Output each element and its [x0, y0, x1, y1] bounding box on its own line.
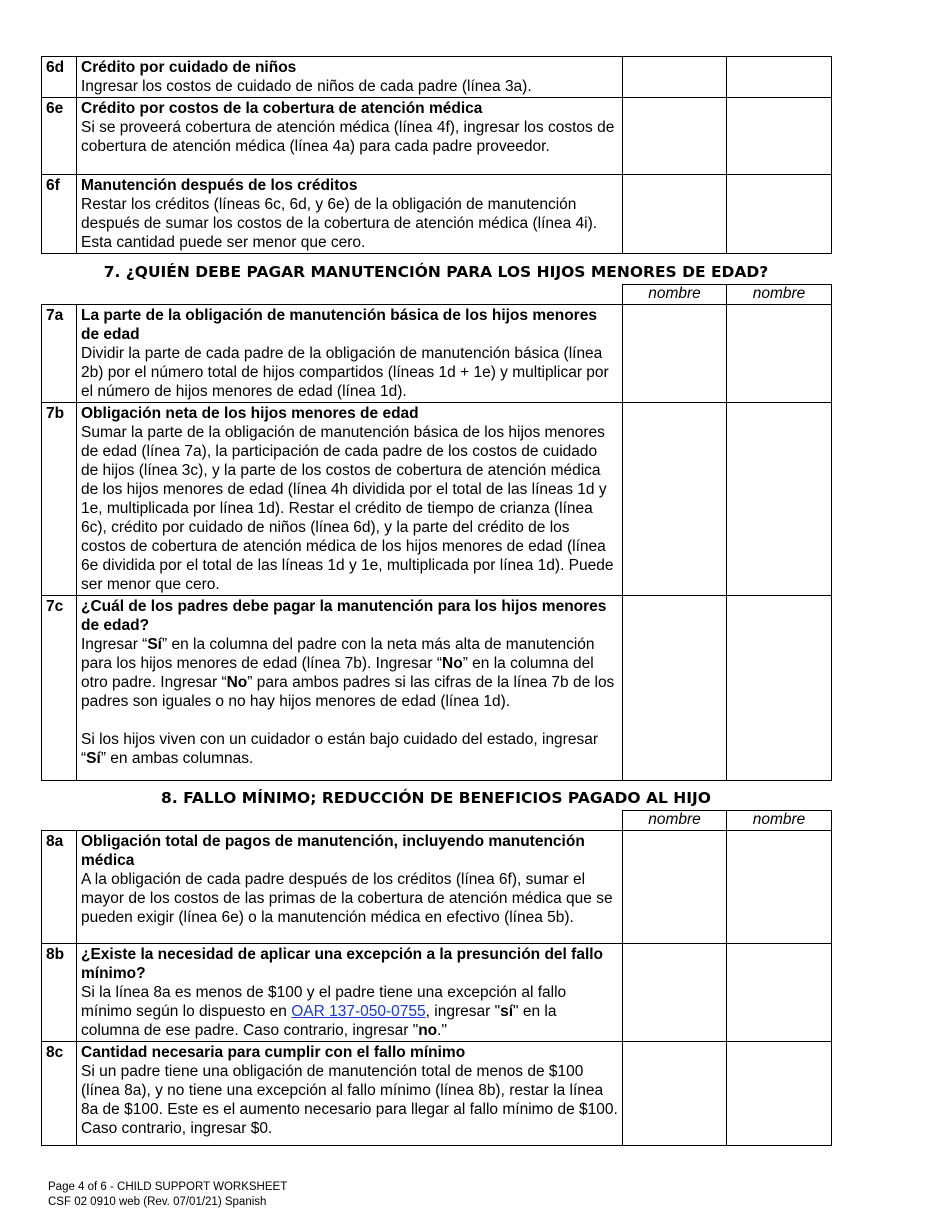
- parent2-name-header: nombre: [727, 285, 832, 305]
- line-number: 8b: [42, 944, 77, 1042]
- line-instructions: Ingresar los costos de cuidado de niños de cada padre (línea 3a).: [81, 78, 532, 95]
- parent2-entry-cell[interactable]: [727, 944, 832, 1042]
- line-description: [77, 1042, 623, 1146]
- section-8-table: [41, 810, 832, 1146]
- parent1-entry-cell[interactable]: [623, 596, 727, 781]
- line-number: 7b: [42, 403, 77, 596]
- line-description: [77, 831, 623, 944]
- section-7-table: [41, 284, 832, 781]
- parent1-entry-cell[interactable]: [623, 57, 727, 98]
- row-8c: [42, 1042, 832, 1146]
- line-number: 6e: [42, 98, 77, 175]
- line-description: [77, 175, 623, 254]
- section-6-table: [41, 56, 832, 254]
- line-title: Crédito por cuidado de niños: [81, 59, 297, 76]
- line-description: [77, 596, 623, 781]
- row-7c: [42, 596, 832, 781]
- line-instructions: Ingresar “Sí” en la columna del padre con la neta más alta de manutención para los hijos menores de edad (línea 7b). Ingresar “No” en la columna del otro padre. Ingresar “No” para ambos padres si las cifras de la línea 7b de los padres son iguales o no hay hijos menores de edad (línea 1d).: [81, 636, 615, 710]
- line-description: [77, 305, 623, 403]
- column-header-row: [42, 285, 832, 305]
- line-description: [77, 98, 623, 175]
- footer-page-info: Page 4 of 6 - CHILD SUPPORT WORKSHEET: [48, 1181, 288, 1193]
- line-number: 6f: [42, 175, 77, 254]
- line-description: [77, 403, 623, 596]
- row-8b: [42, 944, 832, 1042]
- parent1-entry-cell[interactable]: [623, 175, 727, 254]
- line-title: Crédito por costos de la cobertura de atención médica: [81, 100, 483, 117]
- parent1-entry-cell[interactable]: [623, 1042, 727, 1146]
- line-number: 7c: [42, 596, 77, 781]
- line-description: [77, 57, 623, 98]
- parent1-entry-cell[interactable]: [623, 98, 727, 175]
- parent1-name-header: nombre: [623, 811, 727, 831]
- column-header-row: [42, 811, 832, 831]
- page-footer: [48, 1180, 287, 1210]
- oar-rule-link[interactable]: OAR 137-050-0755: [291, 1003, 426, 1020]
- line-instructions: Si se proveerá cobertura de atención médica (línea 4f), ingresar los costos de cobertura de atención médica (línea 4a) para cada padre proveedor.: [81, 119, 615, 155]
- line-title: Obligación neta de los hijos menores de edad: [81, 405, 419, 422]
- row-6f: [42, 175, 832, 254]
- parent2-entry-cell[interactable]: [727, 403, 832, 596]
- parent2-entry-cell[interactable]: [727, 831, 832, 944]
- line-instructions: Dividir la parte de cada padre de la obligación de manutención básica (línea 2b) por el número total de hijos compartidos (líneas 1d + 1e) y multiplicar por el número de hijos menores de edad (línea 1d).: [81, 345, 609, 400]
- parent2-entry-cell[interactable]: [727, 305, 832, 403]
- line-number: 8c: [42, 1042, 77, 1146]
- line-title: Obligación total de pagos de manutención, incluyendo manutención médica: [81, 833, 585, 869]
- parent2-name-header: nombre: [727, 811, 832, 831]
- parent1-entry-cell[interactable]: [623, 403, 727, 596]
- line-instructions: Si un padre tiene una obligación de manutención total de menos de $100 (línea 8a), y no tiene una excepción al fallo mínimo (línea 8b), restar la línea 8a de $100. Este es el aumento necesario para llegar al fallo mínimo de $100. Caso contrario, ingresar $0.: [81, 1063, 618, 1137]
- line-title: Cantidad necesaria para cumplir con el fallo mínimo: [81, 1044, 466, 1061]
- row-6d: [42, 57, 832, 98]
- line-title: Manutención después de los créditos: [81, 177, 358, 194]
- parent2-entry-cell[interactable]: [727, 1042, 832, 1146]
- parent1-entry-cell[interactable]: [623, 305, 727, 403]
- parent1-entry-cell[interactable]: [623, 831, 727, 944]
- line-title: ¿Cuál de los padres debe pagar la manutención para los hijos menores de edad?: [81, 598, 607, 634]
- section-7-title: 7. ¿QUIÉN DEBE PAGAR MANUTENCIÓN PARA LOS HIJOS MENORES DE EDAD?: [103, 263, 769, 281]
- parent1-name-header: nombre: [623, 285, 727, 305]
- line-instructions: Restar los créditos (líneas 6c, 6d, y 6e) de la obligación de manutención después de sumar los costos de la cobertura de atención médica (línea 4i). Esta cantidad puede ser menor que cero.: [81, 196, 598, 251]
- row-6e: [42, 98, 832, 175]
- line-number: 7a: [42, 305, 77, 403]
- parent2-entry-cell[interactable]: [727, 596, 832, 781]
- footer-form-id: CSF 02 0910 web (Rev. 07/01/21) Spanish: [48, 1196, 267, 1208]
- line-title: ¿Existe la necesidad de aplicar una excepción a la presunción del fallo mínimo?: [81, 946, 604, 982]
- section-8-title: 8. FALLO MÍNIMO; REDUCCIÓN DE BENEFICIOS PAGADO AL HIJO: [161, 789, 711, 807]
- parent2-entry-cell[interactable]: [727, 98, 832, 175]
- parent2-entry-cell[interactable]: [727, 57, 832, 98]
- row-7a: [42, 305, 832, 403]
- line-instructions: Si la línea 8a es menos de $100 y el padre tiene una excepción al fallo mínimo según lo dispuesto en OAR 137-050-0755, ingresar "sí" en la columna de ese padre. Caso contrario, ingresar "no.": [81, 984, 567, 1039]
- line-instructions: A la obligación de cada padre después de los créditos (línea 6f), sumar el mayor de los costos de las primas de la cobertura de atención médica que se pueden exigir (línea 6e) o la manutención médica en efectivo (línea 5b).: [81, 871, 613, 926]
- line-instructions-note: Si los hijos viven con un cuidador o están bajo cuidado del estado, ingresar “Sí” en ambas columnas.: [81, 731, 598, 767]
- parent2-entry-cell[interactable]: [727, 175, 832, 254]
- parent1-entry-cell[interactable]: [623, 944, 727, 1042]
- line-title: La parte de la obligación de manutención básica de los hijos menores de edad: [81, 307, 597, 343]
- line-number: 8a: [42, 831, 77, 944]
- line-instructions: Sumar la parte de la obligación de manutención básica de los hijos menores de edad (línea 7a), la participación de cada padre de los costos de cuidado de hijos (línea 3c), y la parte de los costos de cobertura de atención médica de los hijos menores de edad (línea 4h dividida por el total de las líneas 1d y 1e, multiplicada por línea 1d). Restar el crédito de tiempo de crianza (línea 6c), crédito por cuidado de niños (línea 6d), y la parte del crédito de los costos de cobertura de atención médica de los hijos menores de edad (línea 6e dividida por el total de las líneas 1d y 1e, multiplicada por línea 1d). Puede ser menor que cero.: [81, 424, 614, 593]
- row-7b: [42, 403, 832, 596]
- row-8a: [42, 831, 832, 944]
- line-number: 6d: [42, 57, 77, 98]
- line-description: [77, 944, 623, 1042]
